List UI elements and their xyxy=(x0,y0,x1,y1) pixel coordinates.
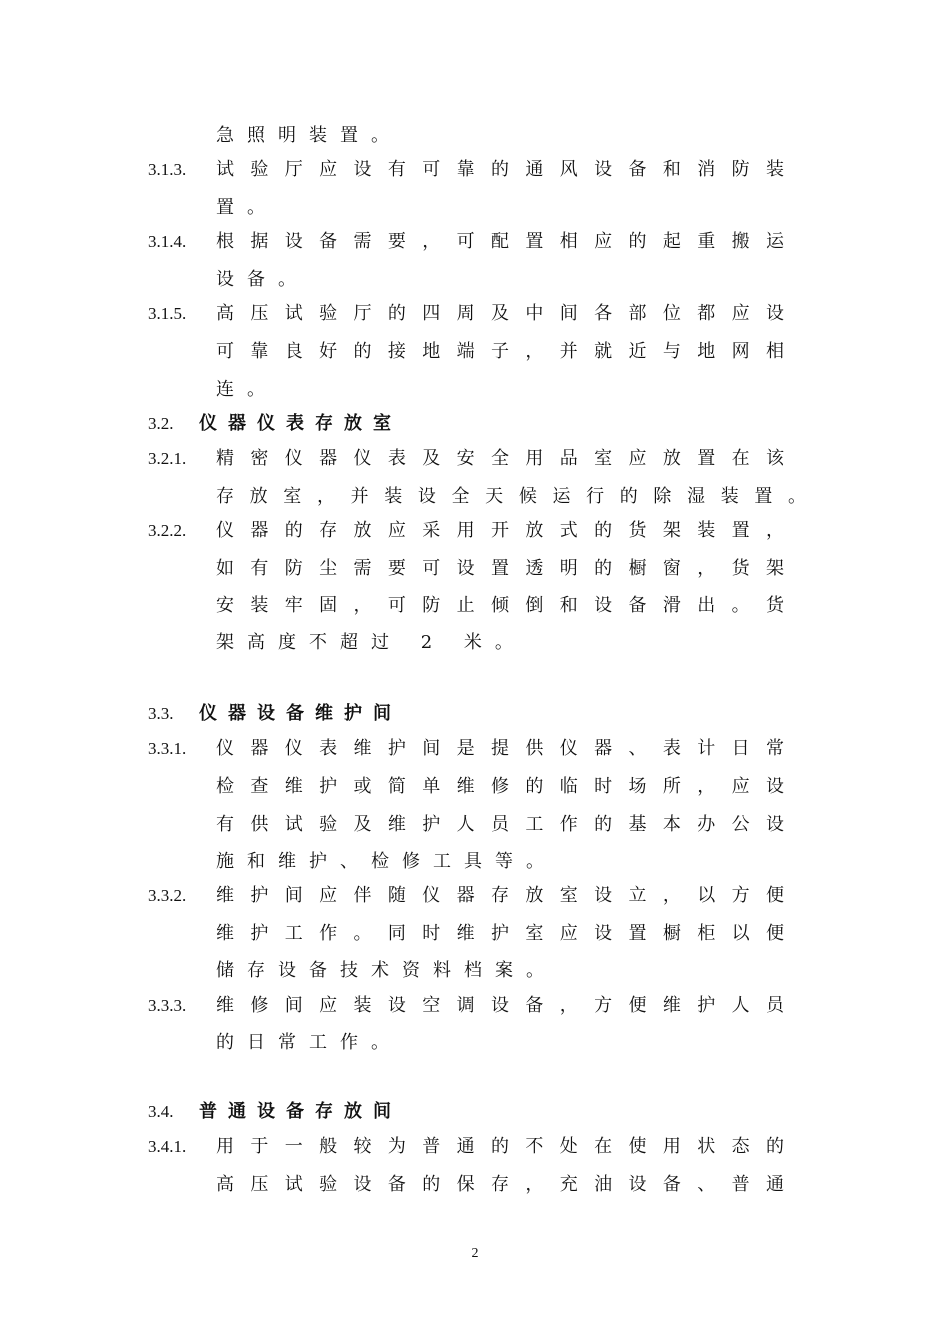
line-text: 有供试验及维护人员工作的基本办公设 xyxy=(216,814,784,835)
clause-number: 3.2.2. xyxy=(148,521,187,540)
section-title: 普通设备存放间 xyxy=(199,1101,402,1122)
line-text: 施和维护、检修工具等。 xyxy=(216,851,557,872)
line-text: 急照明装置。 xyxy=(216,125,402,146)
clause-number: 3.1.4. xyxy=(148,232,187,251)
clause-number: 3.4.1. xyxy=(148,1137,187,1156)
clause-number: 3.3.1. xyxy=(148,739,187,758)
line-text: 如有防尘需要可设置透明的橱窗，货架 xyxy=(216,558,784,579)
section-number: 3.3. xyxy=(148,704,174,723)
clause-number: 3.1.5. xyxy=(148,304,187,323)
line-text: 维护工作。同时维护室应设置橱柜以便 xyxy=(216,923,784,944)
line-text: 维修间应装设空调设备，方便维护人员 xyxy=(216,995,784,1016)
line-text: 高压试验厅的四周及中间各部位都应设 xyxy=(216,303,784,324)
line-text: 仪器仪表维护间是提供仪器、表计日常 xyxy=(216,738,784,759)
clause-number: 3.3.3. xyxy=(148,996,187,1015)
line-text: 检查维护或简单维修的临时场所，应设 xyxy=(216,776,784,797)
section-title: 仪器仪表存放室 xyxy=(199,413,402,434)
clause-number: 3.2.1. xyxy=(148,449,187,468)
clause-number: 3.1.3. xyxy=(148,160,187,179)
line-text: 维护间应伴随仪器存放室设立，以方便 xyxy=(216,885,784,906)
line-text: 可靠良好的接地端子，并就近与地网相 xyxy=(216,341,784,362)
page-number: 2 xyxy=(471,1246,479,1261)
section-number: 3.4. xyxy=(148,1102,174,1121)
line-text: 连。 xyxy=(216,379,278,400)
line-text: 存放室，并装设全天候运行的除湿装置。 xyxy=(216,486,806,507)
section-number: 3.2. xyxy=(148,414,174,433)
section-title: 仪器设备维护间 xyxy=(199,703,402,724)
line-text: 高压试验设备的保存，充油设备、普通 xyxy=(216,1174,784,1195)
line-text: 安装牢固，可防止倾倒和设备滑出。货 xyxy=(216,595,784,616)
line-text: 架高度不超过 2 米。 xyxy=(216,632,526,653)
line-text: 精密仪器仪表及安全用品室应放置在该 xyxy=(216,448,784,469)
line-text: 的日常工作。 xyxy=(216,1032,402,1053)
line-text: 根据设备需要，可配置相应的起重搬运 xyxy=(216,231,784,252)
line-text: 储存设备技术资料档案。 xyxy=(216,960,557,981)
line-text: 仪器的存放应采用开放式的货架装置， xyxy=(216,520,784,541)
line-text: 设备。 xyxy=(216,269,309,290)
clause-number: 3.3.2. xyxy=(148,886,187,905)
line-text: 用于一般较为普通的不处在使用状态的 xyxy=(216,1136,784,1157)
line-text: 置。 xyxy=(216,197,278,218)
line-text: 试验厅应设有可靠的通风设备和消防装 xyxy=(216,159,784,180)
